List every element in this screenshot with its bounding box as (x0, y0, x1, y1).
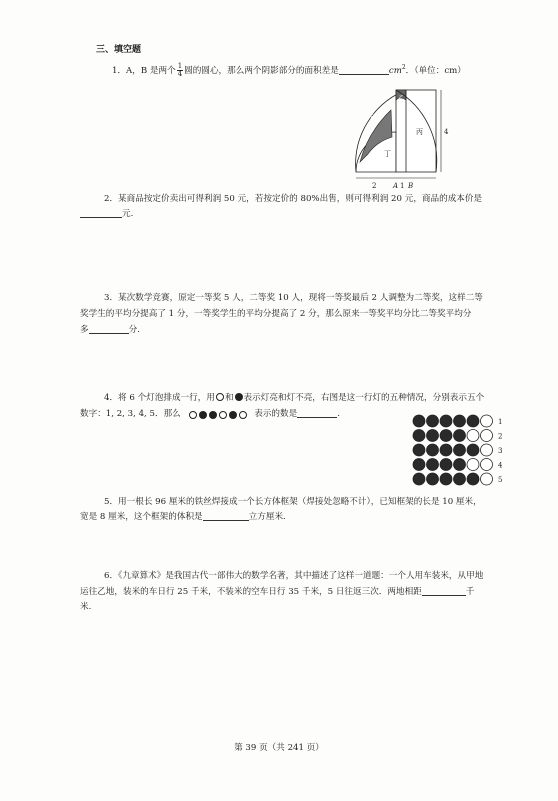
bulb-off-icon (427, 459, 439, 471)
bulb-off-icon (427, 444, 439, 456)
question-3-line-2: 奖学生的平均分提高了 1 分，一等奖学生的平均分提高了 2 分，那么原来一等奖平均分比二等奖平均分 (80, 309, 472, 319)
label-yi: 乙 (398, 95, 405, 102)
bulb-off-icon (467, 473, 479, 485)
bulb-on-icon (219, 411, 227, 419)
bulb-off-icon (454, 459, 466, 471)
grid-row-label: 5 (498, 476, 503, 484)
bulb-off-icon (235, 393, 243, 401)
bulb-off-icon (440, 473, 452, 485)
grid-row-label: 3 (498, 447, 503, 455)
bulb-on-icon (481, 473, 493, 485)
question-2-line-2: 元. (80, 207, 133, 222)
bulb-off-icon (454, 430, 466, 442)
question-6-line-3: 米. (80, 602, 92, 612)
bulb-off-icon (413, 459, 425, 471)
page-footer: 第 39 页（共 241 页） (234, 743, 324, 753)
grid-row-label: 2 (498, 432, 503, 441)
bulb-off-icon (199, 411, 207, 419)
bulb-off-icon (440, 459, 452, 471)
section-title: 三、填空题 (96, 45, 142, 55)
bulb-off-icon (413, 473, 425, 485)
question-4-line-2: 数字：1, 2, 3, 4, 5．那么 表示的数是 . (80, 407, 340, 424)
grid-row-label: 4 (498, 461, 503, 470)
bulb-on-icon (239, 411, 247, 419)
bulb-off-icon (209, 411, 217, 419)
label-jia: 甲 (370, 114, 377, 122)
dim-left: 2 (372, 182, 377, 190)
label-ding: 丁 (384, 150, 391, 158)
bulb-on-icon (189, 411, 197, 419)
bulb-on-icon (467, 459, 479, 471)
answer-blank-2[interactable] (80, 207, 122, 218)
bulb-off-icon (440, 444, 452, 456)
question-3-line-3: 多 分. (80, 325, 140, 335)
bulb-off-icon (413, 415, 425, 427)
bulb-off-icon (454, 444, 466, 456)
bulb-off-icon (413, 444, 425, 456)
answer-blank-4[interactable] (297, 407, 337, 418)
bulb-off-icon (440, 430, 452, 442)
bulb-off-icon (427, 415, 439, 427)
bulb-on-icon (481, 444, 493, 456)
answer-blank-6[interactable] (422, 585, 466, 596)
question-6-line-1: 6．《九章算术》是我国古代一部伟大的数学名著，其中描述了这样一道题：一个人用车装米，从甲地 (104, 571, 484, 581)
question-1-text: 1．A，B 是两个 $\frac{1}{4}$ 圆的圆心，那么两个阴影部分的面积差是 $cm^2$．（单位：cm） (112, 62, 466, 78)
label-b: B (408, 182, 414, 190)
bulb-off-icon (440, 415, 452, 427)
bulb-off-icon (427, 473, 439, 485)
dim-right: 4 (444, 128, 449, 136)
dim-mid: 1 (400, 182, 405, 190)
question-5-line-2: 宽是 8 厘米，这个框架的体积是 立方厘米. (80, 512, 286, 522)
answer-blank-3[interactable] (89, 323, 129, 334)
bulb-off-icon (467, 415, 479, 427)
question-2-line-1: 2．某商品按定价卖出可得利润 50 元，若按定价的 80%出售，则可得利润 20 元，商品的成本价是 (104, 194, 483, 204)
bulb-grid-figure (412, 414, 504, 490)
bulb-on-icon (216, 393, 224, 401)
quarter-circles-figure (346, 82, 466, 192)
fraction-quarter: $\frac{1}{4}$ (177, 62, 183, 78)
bulb-off-icon (454, 415, 466, 427)
answer-blank-5[interactable] (203, 510, 249, 521)
bulb-off-icon (427, 430, 439, 442)
bulb-on-icon (481, 430, 493, 442)
question-3-line-1: 3．某次数学竞赛，原定一等奖 5 人，二等奖 10 人，现将一等奖最后 2 人调整为二等奖，这样二等 (104, 293, 483, 303)
grid-row-label: 1 (498, 418, 503, 426)
bulb-off-icon (229, 411, 237, 419)
label-a: A (393, 182, 399, 190)
bulb-on-icon (481, 459, 493, 471)
bulb-off-icon (454, 473, 466, 485)
question-6-line-2: 运往乙地，装米的车日行 25 千米，不装米的空车日行 35 千米，5 日往返三次．两地相距 千 (80, 587, 475, 597)
question-5-line-1: 5．用一根长 96 厘米的铁丝焊接成一个长方体框架（焊接处忽略不计），已知框架的长是 10 厘米， (104, 497, 482, 507)
answer-blank-1[interactable] (339, 64, 389, 75)
bulb-off-icon (467, 444, 479, 456)
bulb-off-icon (413, 430, 425, 442)
bulb-on-icon (481, 415, 493, 427)
bulb-pattern (188, 409, 248, 424)
bulb-on-icon (467, 430, 479, 442)
label-bing: 丙 (416, 128, 423, 136)
question-4-line-1: 4．将 6 个灯泡排成一行，用 和 表示灯亮和灯不亮，右图是这一行灯的五种情况，分别表示五个 (104, 393, 485, 403)
